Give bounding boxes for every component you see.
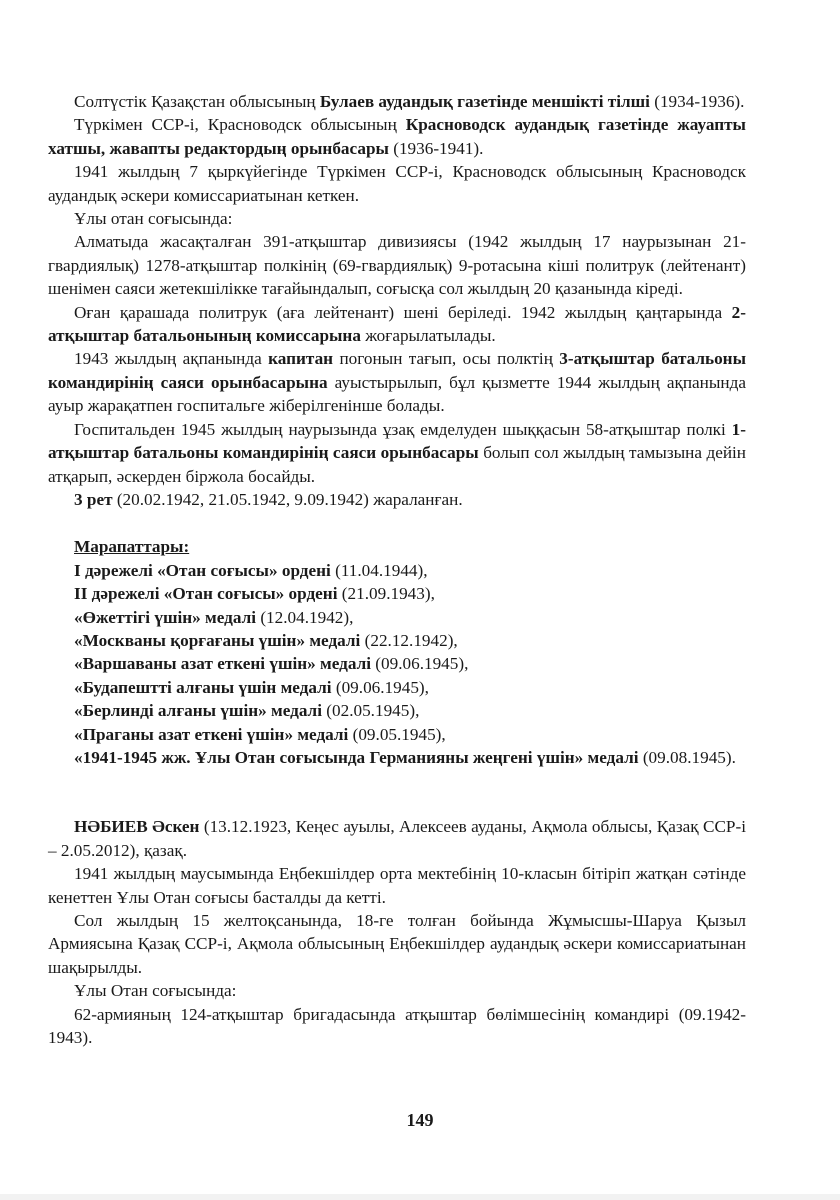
text-run: Ұлы Отан соғысында: <box>74 981 237 1001</box>
text-run: 1943 жылдың ақпанында <box>74 349 269 369</box>
text-run: (13.12.1923, Кеңес ауылы, Алексеев ауданы, Ақмола облысы, Қазақ ССР-і – 2.05.2012), қазақ. <box>48 817 746 860</box>
text-run: (09.05.1945), <box>348 724 446 744</box>
paragraph <box>48 230 746 300</box>
awards-list <box>48 559 746 770</box>
text-run: (09.06.1945), <box>371 654 469 674</box>
text-run: погонын тағып, осы полктің <box>333 349 560 369</box>
paragraph <box>48 90 746 113</box>
bold-text-run: 2-атқыштар батальонының комиссарына <box>48 302 746 346</box>
paragraph <box>48 160 746 207</box>
paragraph <box>48 909 746 979</box>
bold-text-run: Красноводск аудандық газетінде жауапты хатшы, жавапты редактордың орынбасары <box>48 115 746 158</box>
text-run: Оған қарашада политрук (аға лейтенант) шені беріледі. 1942 жылдың қаңтарында <box>74 302 732 322</box>
award-item <box>48 699 746 722</box>
bold-text-run: 1-атқыштар батальоны командирінің саяси орынбасары <box>48 419 746 463</box>
award-item <box>48 559 746 582</box>
bold-text-run: капитан <box>268 349 334 369</box>
award-item <box>48 746 746 769</box>
text-run: (12.04.1942), <box>256 607 354 627</box>
paragraph <box>48 1003 746 1050</box>
text-run: 1941 жылдың маусымында Еңбекшілдер орта мектебінің 10-класын бітіріп жатқан сәтінде кенеттен Ұлы Отан соғысы басталды да кетті. <box>48 864 746 907</box>
text-run: Түркімен ССР-і, Красноводск облысының <box>74 115 406 135</box>
spacer <box>48 769 746 815</box>
text-run: 1941 жылдың 7 қыркүйегінде Түркімен ССР-і, Красноводск облысының Красноводск аудандық әскери комиссариатынан кеткен. <box>48 162 746 205</box>
page-number: 149 <box>406 1110 434 1130</box>
page-bottom-edge <box>0 1194 840 1200</box>
paragraph <box>48 301 746 348</box>
text-run: (22.12.1942), <box>360 630 458 650</box>
bold-text-run: НӘБИЕВ Әскен <box>74 817 200 837</box>
text-run: ауыстырылып, бұл қызметте 1944 жылдың ақпанында ауыр жарақатпен госпитальге жіберілгенінше болады. <box>48 372 747 416</box>
award-item <box>48 582 746 605</box>
text-run: (09.06.1945), <box>331 677 429 697</box>
paragraph <box>48 113 746 160</box>
bold-text-run: «Москваны қорғағаны үшін» медалі <box>74 630 361 650</box>
paragraph <box>48 207 746 230</box>
paragraph <box>48 979 746 1002</box>
award-item <box>48 629 746 652</box>
bold-text-run: 3-атқыштар батальоны командирінің саяси орынбасарына <box>48 349 746 392</box>
text-run: (09.08.1945). <box>638 747 736 767</box>
award-item <box>48 606 746 629</box>
award-item <box>48 676 746 699</box>
text-run: (21.09.1943), <box>337 584 435 604</box>
bold-text-run: «Праганы азат еткені үшін» медалі <box>74 724 349 744</box>
award-item <box>48 652 746 675</box>
bold-text-run: «1941-1945 жж. Ұлы Отан соғысында Германияны жеңгені үшін» медалі <box>74 747 639 767</box>
paragraph <box>48 862 746 909</box>
text-run: (02.05.1945), <box>321 701 420 721</box>
spacer <box>48 511 746 535</box>
text-run: Солтүстік Қазақстан облысының <box>74 92 320 111</box>
text-run: (1934-1936). <box>649 92 745 111</box>
text-run: Алматыда жасақталған 391-атқыштар дивизиясы (1942 жылдың 17 наурызынан 21-гвардиялық) 1278-атқыштар полкінің (69-гвардиялық) 9-ротасына кіші политрук (лейтенант) шенімен саяси жетекшілікке тағайындалып, соғысқа сол жылдың 20 қазанында кіреді. <box>48 232 746 299</box>
bold-text-run: «Өжеттігі үшін» медалі <box>74 607 257 627</box>
bold-text-run: II дәрежелі «Отан соғысы» ордені <box>74 584 338 604</box>
bold-text-run: I дәрежелі «Отан соғысы» ордені <box>74 560 331 580</box>
text-run: Госпитальден 1945 жылдың наурызында ұзақ емделуден шыққасын 58-атқыштар полкі <box>74 419 732 439</box>
text-run: жоғарылатылады. <box>360 326 496 346</box>
person-heading-paragraph <box>48 815 746 862</box>
text-run: (20.02.1942, 21.05.1942, 9.09.1942) жараланған. <box>112 489 463 509</box>
paragraph <box>48 488 746 511</box>
text-run: болып сол жылдың тамызына дейін атқарып, әскерден біржола босайды. <box>48 443 746 486</box>
document-page <box>48 90 746 1049</box>
text-run: Сол жылдың 15 желтоқсанында, 18-ге толған бойында Жұмысшы-Шаруа Қызыл Армиясына Қазақ ССР-і, Ақмола облысының Еңбекшілдер аудандық әскери комиссариатынан шақырылды. <box>48 911 746 977</box>
paragraph <box>48 418 746 488</box>
bold-text-run: «Варшаваны азат еткені үшін» медалі <box>74 654 371 674</box>
text-run: Ұлы отан соғысында: <box>74 209 233 229</box>
bold-text-run: «Будапештті алғаны үшін медалі <box>74 677 332 697</box>
text-run: (11.04.1944), <box>330 560 428 580</box>
bold-text-run: 3 рет <box>74 489 113 509</box>
awards-heading: Марапаттары: <box>74 537 190 557</box>
bold-text-run: «Берлинді алғаны үшін» медалі <box>74 701 322 721</box>
text-run: (1936-1941). <box>388 138 484 158</box>
text-run: 62-армияның 124-атқыштар бригадасында атқыштар бөлімшесінің командирі (09.1942-1943). <box>48 1004 746 1048</box>
bold-text-run: Булаев аудандық газетінде меншікті тілші <box>319 92 650 111</box>
award-item <box>48 723 746 746</box>
paragraph <box>48 347 746 417</box>
